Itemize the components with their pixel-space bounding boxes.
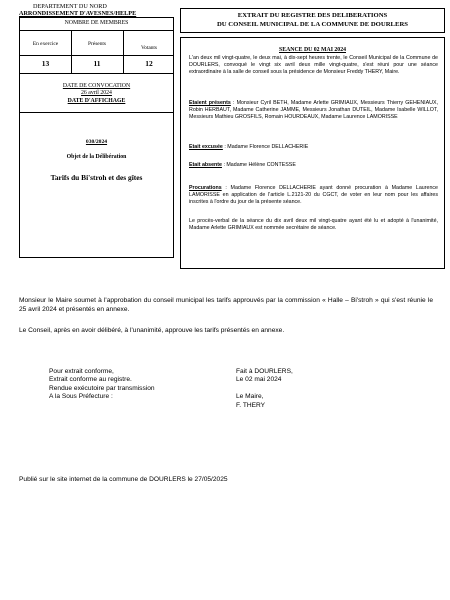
seance-intro: L'an deux mil vingt-quatre, le deux mai, à dix-sept heures trente, le Conseil Municipal de la Commune de DOURLERS, convoqué le vingt six avril deux mille vingt-quatre, s'est réuni pour une séance extraordinaire à la salle de conseil sous la présidence de Monsieur Freddy THERY, Maire. [189, 55, 438, 75]
convocation-date: 26 avril 2024 [81, 90, 112, 96]
mayor-name: F. THERY [236, 401, 266, 409]
procurations-paragraph [189, 185, 438, 206]
excusee-label: Etait excusée [189, 144, 223, 150]
certification-line-3: Rendue exécutoire par transmission [49, 384, 155, 392]
procurations-label: Procurations [189, 185, 222, 191]
absente-label: Etait absente [189, 162, 222, 168]
presents-label: Etaient présents [189, 100, 231, 106]
deliberation-number: 030/2024 [85, 139, 108, 145]
arrondissement-label: ARRONDISSEMENT D'AVESNES/HELPE [19, 10, 137, 17]
in-office-label: En exercice [32, 41, 59, 47]
absente-name: : Madame Hélène CONTESSE [221, 162, 296, 168]
body-paragraph-2: Le Conseil, après en avoir délibéré, à l'unanimité, approuve les tarifs présentés en annexe. [19, 327, 285, 334]
pv-paragraph: Le procès-verbal de la séance du dix avril deux mil vingt-quatre ayant été lu et adopté à l'unanimité, Madame Arlette GRIMIAUX est nommée secrétaire de séance. [189, 218, 438, 231]
in-office-value: 13 [41, 59, 50, 68]
extract-certification-block [49, 368, 219, 402]
voters-label: Votants [140, 45, 158, 51]
members-info-box [19, 17, 174, 258]
excusee-name: : Madame Florence DELLACHERIE [222, 144, 309, 150]
signature-date: Le 02 mai 2024 [236, 376, 282, 384]
mayor-signature-block [236, 368, 386, 410]
certification-line-1: Pour extrait conforme, [49, 368, 114, 375]
signature-place: Fait à DOURLERS, [236, 368, 293, 375]
absente-paragraph [189, 162, 438, 169]
present-label: Présents [88, 41, 106, 47]
seance-title: SEANCE DU 02 MAI 2024 [279, 47, 346, 53]
voters-value: 12 [145, 59, 153, 68]
extract-title-line1: EXTRAIT DU REGISTRE DES DELIBERATIONS [237, 12, 388, 19]
body-paragraph-1: Monsieur le Maire soumet à l'approbation du conseil municipal les tarifs approuvés par la commission « Halle – Bi'stroh » qui s'est réunie le 25 avril 2024 et présentés en annexe. [19, 297, 433, 313]
excusee-paragraph [189, 144, 438, 151]
affichage-label: DATE D'AFFICHAGE [67, 98, 126, 104]
presents-paragraph [189, 100, 438, 121]
convocation-label: DATE DE CONVOCATION [62, 83, 131, 89]
members-title: NOMBRE DE MEMBRES [64, 20, 129, 26]
session-details-box [180, 37, 445, 269]
extract-title-line2: DU CONSEIL MUNICIPAL DE LA COMMUNE DE DOURLERS [216, 21, 409, 28]
mayor-title: Le Maire, [236, 393, 264, 401]
department-label: DEPARTEMENT DU NORD [33, 3, 107, 10]
deliberation-object: Tarifs du Bi'stroh et des gîtes [50, 173, 143, 182]
certification-line-4: A la Sous Préfecture : [49, 393, 113, 401]
publication-note: Publié sur le site internet de la commune de DOURLERS le 27/05/2025 [19, 476, 228, 483]
certification-line-2: Extrait conforme au registre. [49, 376, 132, 384]
procurations-text: : Madame Florence DELLACHERIE ayant donné procuration à Madame Laurence LAMORISSE en application de l'article L.2121-20 du CGCT, de voter en leur nom pour les affaires inscrites à l'ordre du jour de la présente séance. [189, 185, 438, 205]
object-label: Objet de la Délibération [66, 154, 127, 160]
presents-list: : Monsieur Cyril BETH, Madame Arlette GRIMIAUX, Messieurs Thierry GEHENIAUX, Robin HERBAUT, Madame Catherine JAMME, Messieurs Jonathan DUTEIL, Madame Isabelle WILLOT, Messieurs Mathieu GROSFILS, Romain HOURDEAUX, Madame Laurence LAMORISSE [189, 100, 438, 120]
present-value: 11 [93, 59, 101, 68]
extract-title-box [180, 8, 445, 33]
